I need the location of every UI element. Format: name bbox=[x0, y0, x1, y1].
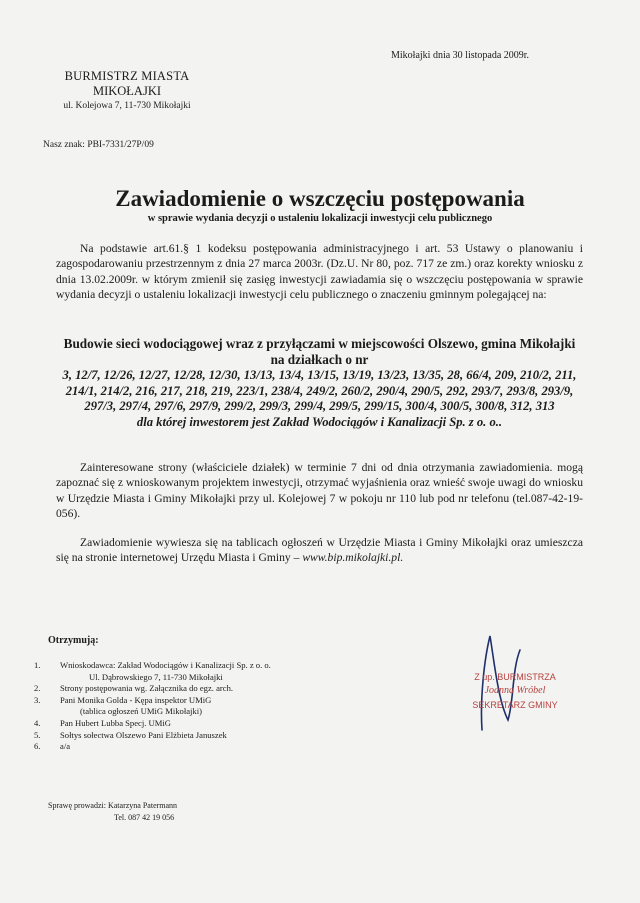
plot-numbers: 3, 12/7, 12/26, 12/27, 12/28, 12/30, 13/13, 13/4, 13/15, 13/19, 13/23, 13/35, 28, 66/4, 209, 210/2, 211, 214/1, 214/2, 216, 217, 218, 219, 223/1, 238/4, 249/2, 260/2, 290/4, 290/5, 292, 293/7, 293/8, 293/9, 297/3, 297/4, 297/6, 297/9, 299/2, 299/3, 299/4, 299/5, 299/15, 300/4, 300/5, 300/8, 312, 313 bbox=[62, 368, 577, 413]
list-item-number: 5. bbox=[34, 729, 41, 740]
parties-paragraph: Zainteresowane strony (właściciele działek) w terminie 7 dni od dnia otrzymania zawiadomienia. mogą zapoznać się z wnioskowanym projektem inwestycji, otrzymać wyjaśnienia oraz wnieść swoje uwagi do wniosku w Urzędzie Miasta i Gminy Mikołajki przy ul. Kolejowej 7 w pokoju nr 110 lub pod nr telefonu (tel.087-42-19-056). bbox=[56, 461, 583, 520]
list-item-number: 1. bbox=[34, 660, 41, 670]
list-item-text: Pani Monika Golda - Kępa inspektor UMiG bbox=[60, 694, 212, 705]
list-item bbox=[34, 683, 374, 695]
bip-url-link[interactable]: www.bip.mikolajki.pl. bbox=[302, 551, 404, 565]
project-description bbox=[56, 336, 583, 430]
recipients-list bbox=[34, 660, 374, 753]
list-item-text: Strony postępowania wg. Załącznika do egz. arch. bbox=[60, 683, 234, 694]
list-item-number: 4. bbox=[34, 717, 41, 728]
investor-line: dla której inwestorem jest Zakład Wodociągów i Kanalizacji Sp. z o. o.. bbox=[136, 414, 503, 429]
list-item-number: 2. bbox=[34, 683, 41, 694]
authority-address: ul. Kolejowa 7, 11-730 Mikołajki bbox=[63, 101, 191, 111]
document-title: Zawiadomienie o wszczęciu postępowania bbox=[115, 186, 525, 211]
list-item bbox=[34, 730, 374, 742]
official-stamp bbox=[440, 670, 590, 712]
list-item-text: Wnioskodawca: Zakład Wodociągów i Kanalizacji Sp. z o. o. bbox=[60, 660, 271, 670]
publication-paragraph bbox=[56, 535, 583, 566]
issuing-authority bbox=[32, 68, 222, 113]
list-item-number: 3. bbox=[34, 694, 41, 705]
reference-number: Nasz znak: PBI-7331/27P/09 bbox=[43, 140, 154, 150]
stamp-line3: SEKRETARZ GMINY bbox=[472, 700, 558, 710]
project-heading: Budowie sieci wodociągowej wraz z przyłączami w miejscowości Olszewo, gmina Mikołajki na działkach o nr bbox=[63, 336, 576, 367]
legal-basis-paragraph: Na podstawie art.61.§ 1 kodeksu postępowania administracyjnego i art. 53 Ustawy o planowaniu i zagospodarowaniu przestrzennym z dnia 27 marca 2003r. (Dz.U. Nr 80, poz. 717 ze zm.) oraz korekty wniosku z dnia 13.02.2009r. w którym zmienił się zasięg inwestycji zawiadamia się o wszczęciu postępowania w sprawie wydania decyzji o ustaleniu lokalizacji inwestycji celu publicznego o znaczeniu gminnym polegającej na: bbox=[56, 242, 583, 301]
prepared-by bbox=[48, 800, 177, 823]
document-subtitle: w sprawie wydania decyzji o ustaleniu lokalizacji inwestycji celu publicznego bbox=[147, 213, 493, 224]
list-item bbox=[34, 672, 374, 684]
list-item-text: Pan Hubert Lubba Specj. UMiG bbox=[60, 717, 171, 728]
authority-line2: MIKOŁAJKI bbox=[92, 84, 162, 98]
list-item-text: Sołtys sołectwa Olszewo Pani Elżbieta Januszek bbox=[60, 729, 227, 740]
recipients-heading: Otrzymują: bbox=[48, 635, 99, 646]
list-item bbox=[34, 741, 374, 753]
list-item bbox=[34, 695, 374, 707]
prepared-by-phone: Tel. 087 42 19 056 bbox=[114, 812, 175, 822]
authority-line1: BURMISTRZ MIASTA bbox=[64, 69, 190, 83]
stamp-name: Joanna Wróbel bbox=[484, 685, 546, 696]
list-item bbox=[34, 718, 374, 730]
letter-date: Mikołajki dnia 30 listopada 2009r. bbox=[391, 50, 530, 61]
list-item-text: (tablica ogłoszeń UMiG Mikołajki) bbox=[80, 706, 202, 717]
list-item-number: 6. bbox=[34, 741, 41, 752]
prepared-by-name: Sprawę prowadzi: Katarzyna Patermann bbox=[48, 801, 178, 810]
publication-text: Zawiadomienie wywiesza się na tablicach ogłoszeń w Urzędzie Miasta i Gminy Mikołajki oraz umieszcza się na stronie internetowej Urzędu Miasta i Gminy – bbox=[56, 536, 583, 565]
stamp-line1: Z up. BURMISTRZA bbox=[474, 672, 556, 682]
list-item bbox=[34, 660, 374, 672]
list-item-text: Ul. Dąbrowskiego 7, 11-730 Mikołajki bbox=[89, 671, 223, 682]
list-item-text: a/a bbox=[60, 741, 71, 752]
list-item bbox=[34, 706, 374, 718]
